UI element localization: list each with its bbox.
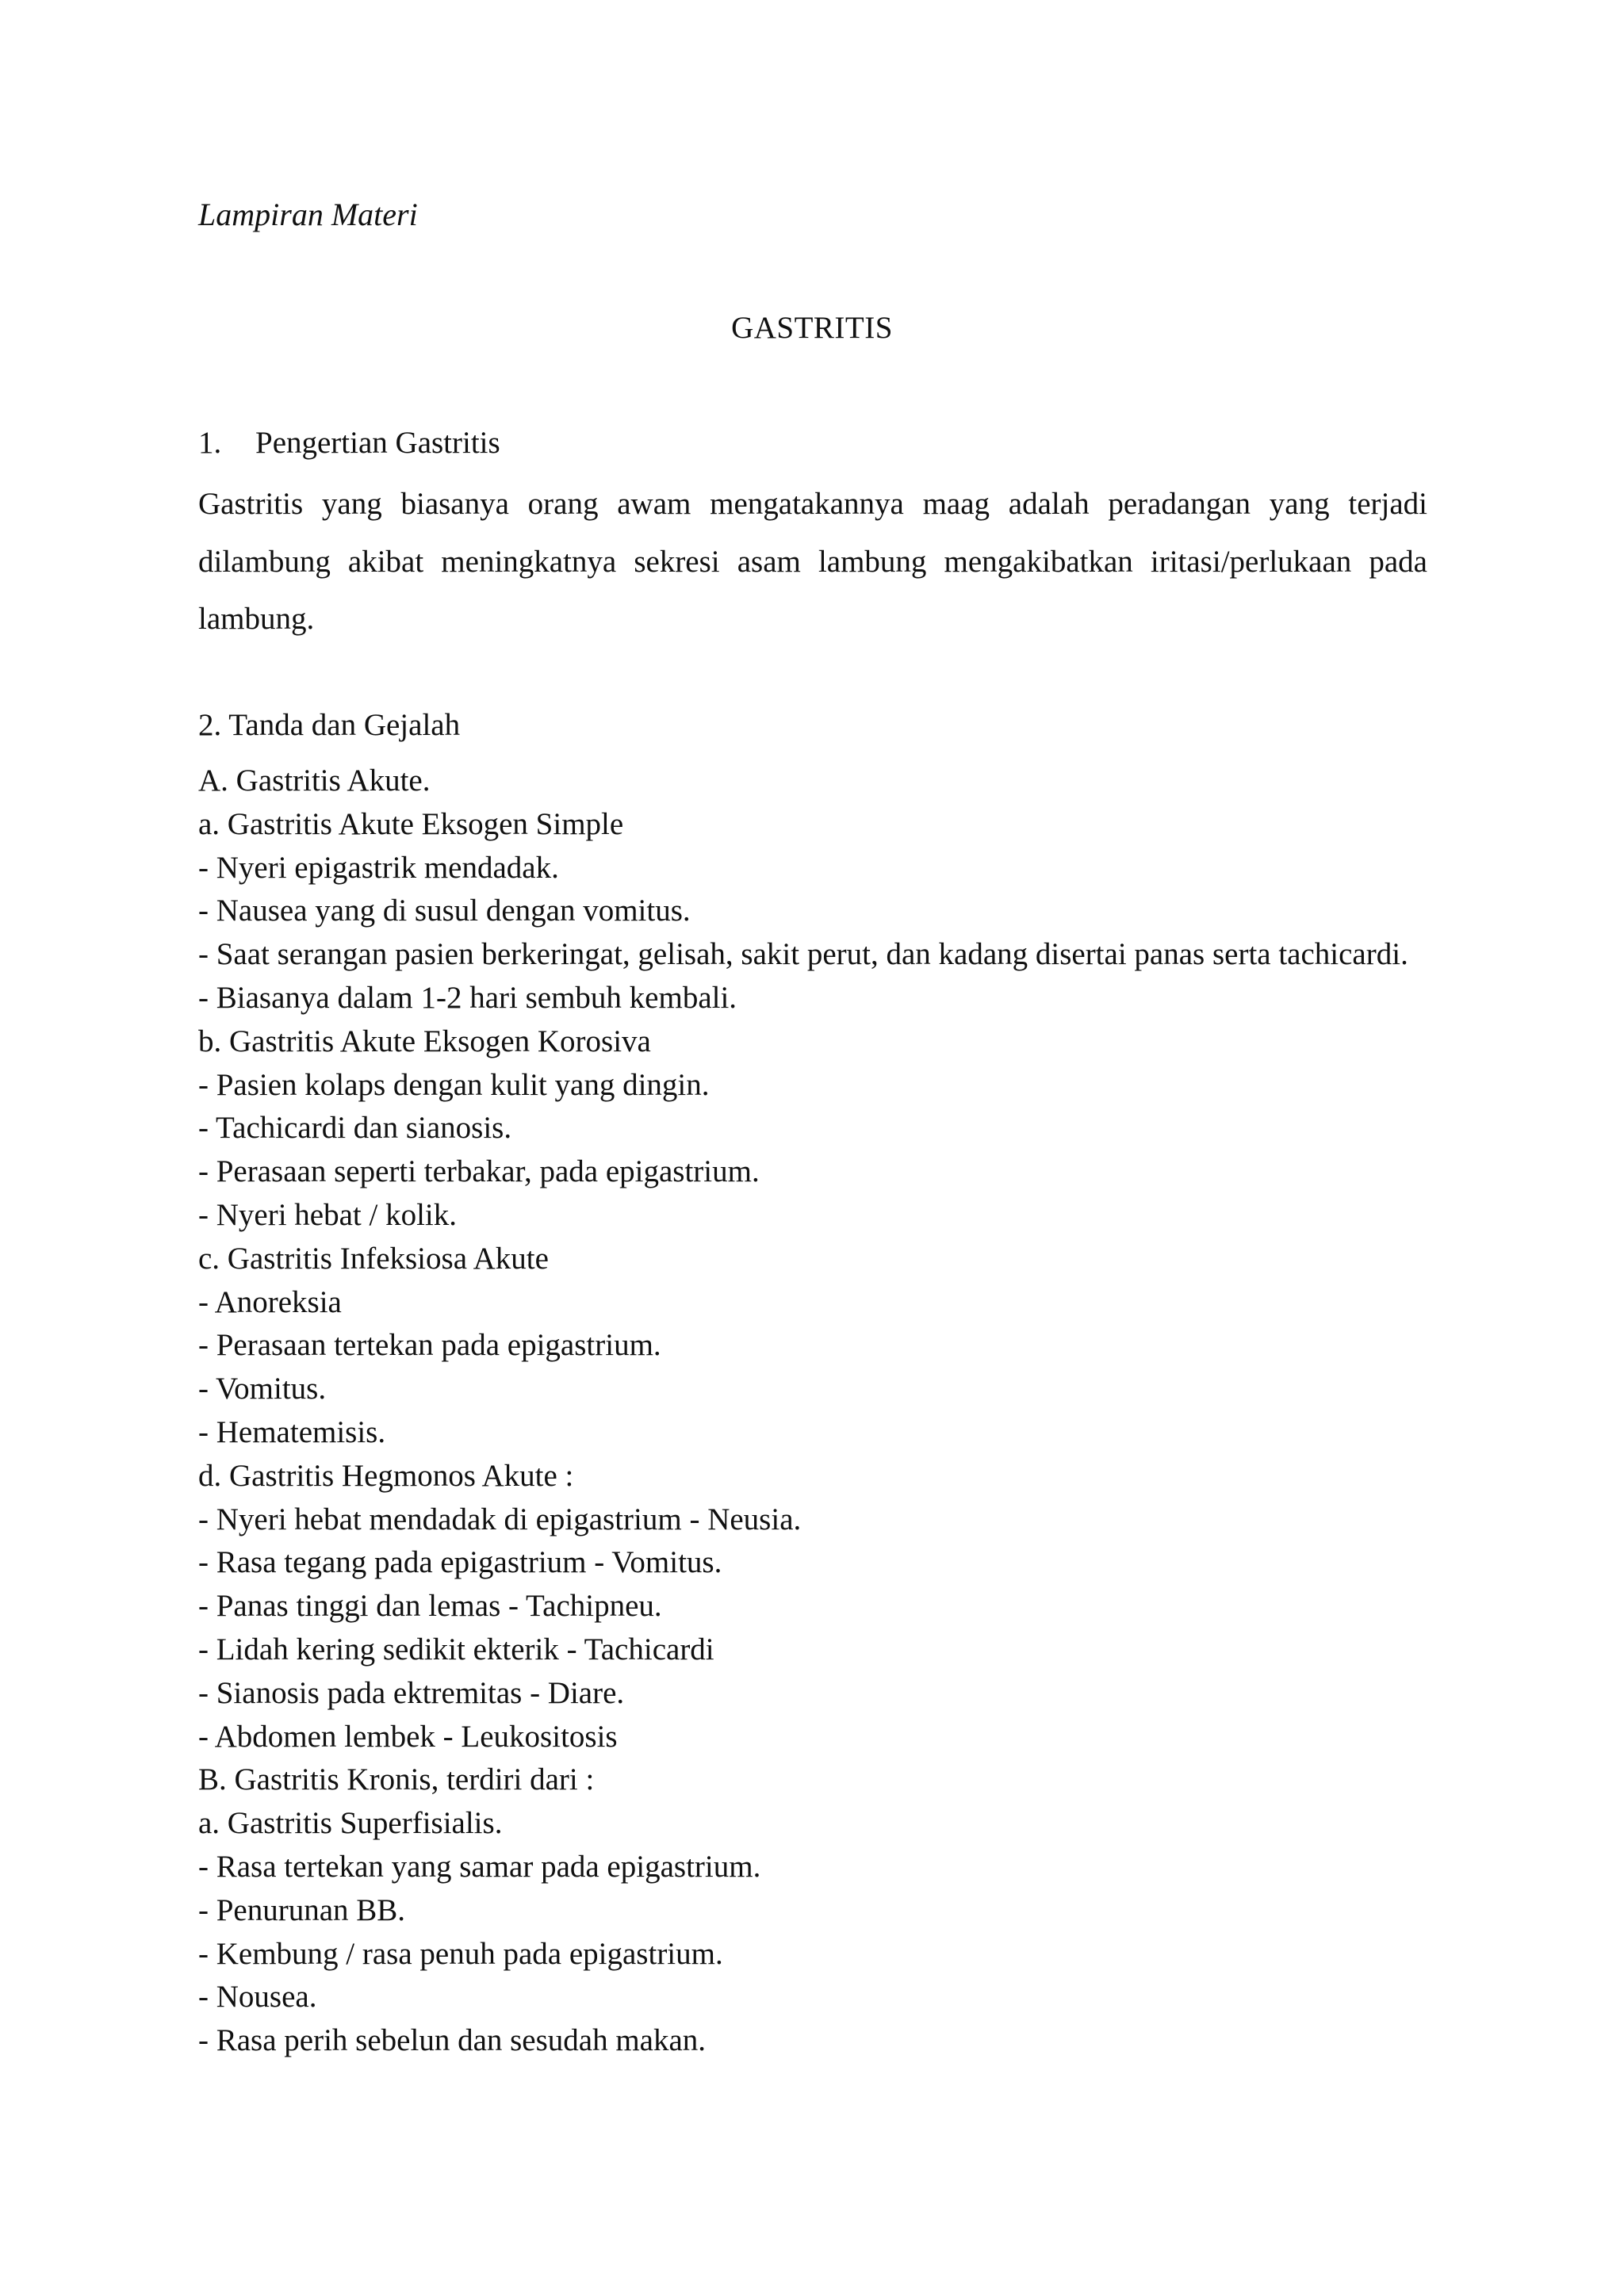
list-item: - Abdomen lembek - Leukositosis: [198, 1719, 618, 1754]
list-item: - Anoreksia: [198, 1284, 342, 1319]
symptom-list: [198, 760, 1427, 2063]
list-item: - Nyeri hebat / kolik.: [198, 1197, 457, 1232]
document-title: GASTRITIS: [731, 311, 893, 345]
list-item: - Perasaan seperti terbakar, pada epigastrium.: [198, 1154, 760, 1189]
list-item: - Nausea yang di susul dengan vomitus.: [198, 894, 691, 928]
list-item: - Biasanya dalam 1-2 hari sembuh kembali.: [198, 980, 737, 1015]
list-item: - Saat serangan pasien berkeringat, gelisah, sakit perut, dan kadang disertai panas serta tachicardi.: [198, 937, 1408, 972]
list-item: d. Gastritis Hegmonos Akute :: [198, 1458, 574, 1493]
list-item: - Rasa perih sebelun dan sesudah makan.: [198, 2023, 707, 2058]
section-1-paragraph: Gastritis yang biasanya orang awam mengatakannya maag adalah peradangan yang terjadi dilambung akibat meningkatnya sekresi asam lambung mengakibatkan iritasi/perlukaan pada lambung.: [198, 487, 1427, 636]
list-item: - Nyeri epigastrik mendadak.: [198, 850, 559, 885]
list-item: - Sianosis pada ektremitas - Diare.: [198, 1675, 625, 1710]
list-item: - Perasaan tertekan pada epigastrium.: [198, 1328, 661, 1363]
list-item: B. Gastritis Kronis, terdiri dari :: [198, 1762, 595, 1797]
list-item: - Rasa tertekan yang samar pada epigastrium.: [198, 1849, 761, 1884]
list-item: - Panas tinggi dan lemas - Tachipneu.: [198, 1589, 662, 1624]
list-item: - Rasa tegang pada epigastrium - Vomitus.: [198, 1545, 722, 1580]
list-item: A. Gastritis Akute.: [198, 763, 431, 798]
list-item: - Nousea.: [198, 1980, 317, 2015]
list-item: b. Gastritis Akute Eksogen Korosiva: [198, 1024, 651, 1058]
list-item: a. Gastritis Superfisialis.: [198, 1806, 503, 1841]
list-item: a. Gastritis Akute Eksogen Simple: [198, 806, 624, 841]
list-item: - Kembung / rasa penuh pada epigastrium.: [198, 1936, 723, 1971]
section-1-heading: [198, 423, 500, 464]
list-item: - Hematemisis.: [198, 1414, 386, 1449]
list-item: c. Gastritis Infeksiosa Akute: [198, 1241, 549, 1276]
list-item: - Pasien kolaps dengan kulit yang dingin.: [198, 1067, 710, 1102]
list-item: - Vomitus.: [198, 1372, 327, 1406]
section-1-title: Pengertian Gastritis: [255, 426, 500, 460]
section-1-number: 1.: [198, 426, 222, 460]
list-item: - Lidah kering sedikit ekterik - Tachicardi: [198, 1632, 714, 1667]
list-item: - Nyeri hebat mendadak di epigastrium - Neusia.: [198, 1502, 802, 1536]
list-item: - Penurunan BB.: [198, 1892, 406, 1927]
section-2-heading: 2. Tanda dan Gejalah: [198, 708, 461, 742]
list-item: - Tachicardi dan sianosis.: [198, 1111, 512, 1146]
attachment-label: Lampiran Materi: [198, 197, 418, 232]
